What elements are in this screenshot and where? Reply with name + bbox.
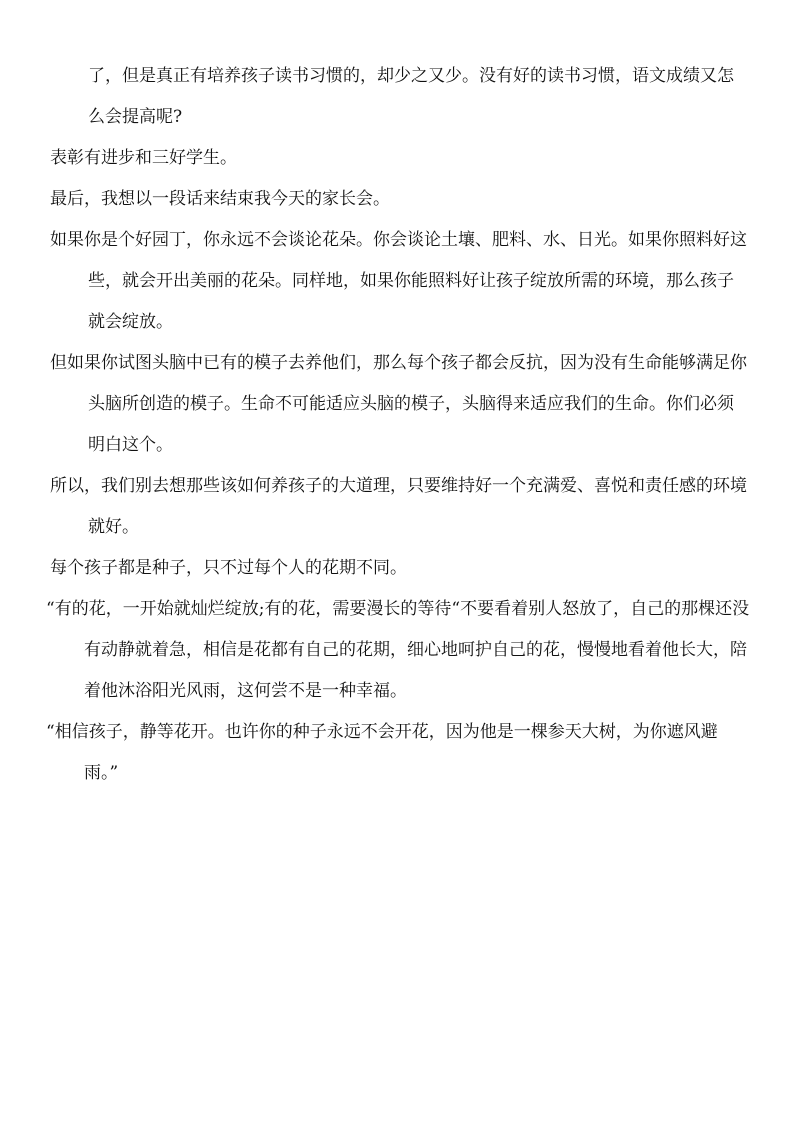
paragraph-closing-intro: 最后，我想以一段话来结束我今天的家长会。 (50, 189, 390, 209)
paragraph-seeds: 每个孩子都是种子，只不过每个人的花期不同。 (50, 558, 407, 578)
paragraph-environment: 所以，我们别去想那些该如何养孩子的大道理，只要维持好一个充满爱、喜悦和责任感的环境就好。 (50, 476, 747, 537)
document-body (46, 56, 750, 794)
paragraph-commendation: 表彰有进步和三好学生。 (50, 148, 237, 168)
paragraph-mold: 但如果你试图头脑中已有的模子去养他们，那么每个孩子都会反抗，因为没有生命能够满足你头脑所创造的模子。生命不可能适应头脑的模子，头脑得来适应我们的生命。你们必须明白这个。 (50, 353, 747, 455)
paragraph-trust-quote: “相信孩子，静等花开。也许你的种子永远不会开花，因为他是一棵参天大树，为你遮风避雨。” (46, 722, 718, 783)
paragraph-gardener: 如果你是个好园丁，你永远不会谈论花朵。你会谈论土壤、肥料、水、日光。如果你照料好这些，就会开出美丽的花朵。同样地，如果你能照料好让孩子绽放所需的环境，那么孩子就会绽放。 (50, 230, 747, 332)
paragraph-flowers-quote: “有的花，一开始就灿烂绽放;有的花，需要漫长的等待“不要看着别人怒放了，自己的那棵还没有动静就着急，相信是花都有自己的花期，细心地呵护自己的花，慢慢地看着他长大，陪着他沐浴阳光风雨，这何尝不是一种幸福。 (46, 599, 750, 701)
paragraph-reading-habits: 了，但是真正有培养孩子读书习惯的，却少之又少。没有好的读书习惯，语文成绩又怎么会提高呢? (88, 66, 734, 127)
